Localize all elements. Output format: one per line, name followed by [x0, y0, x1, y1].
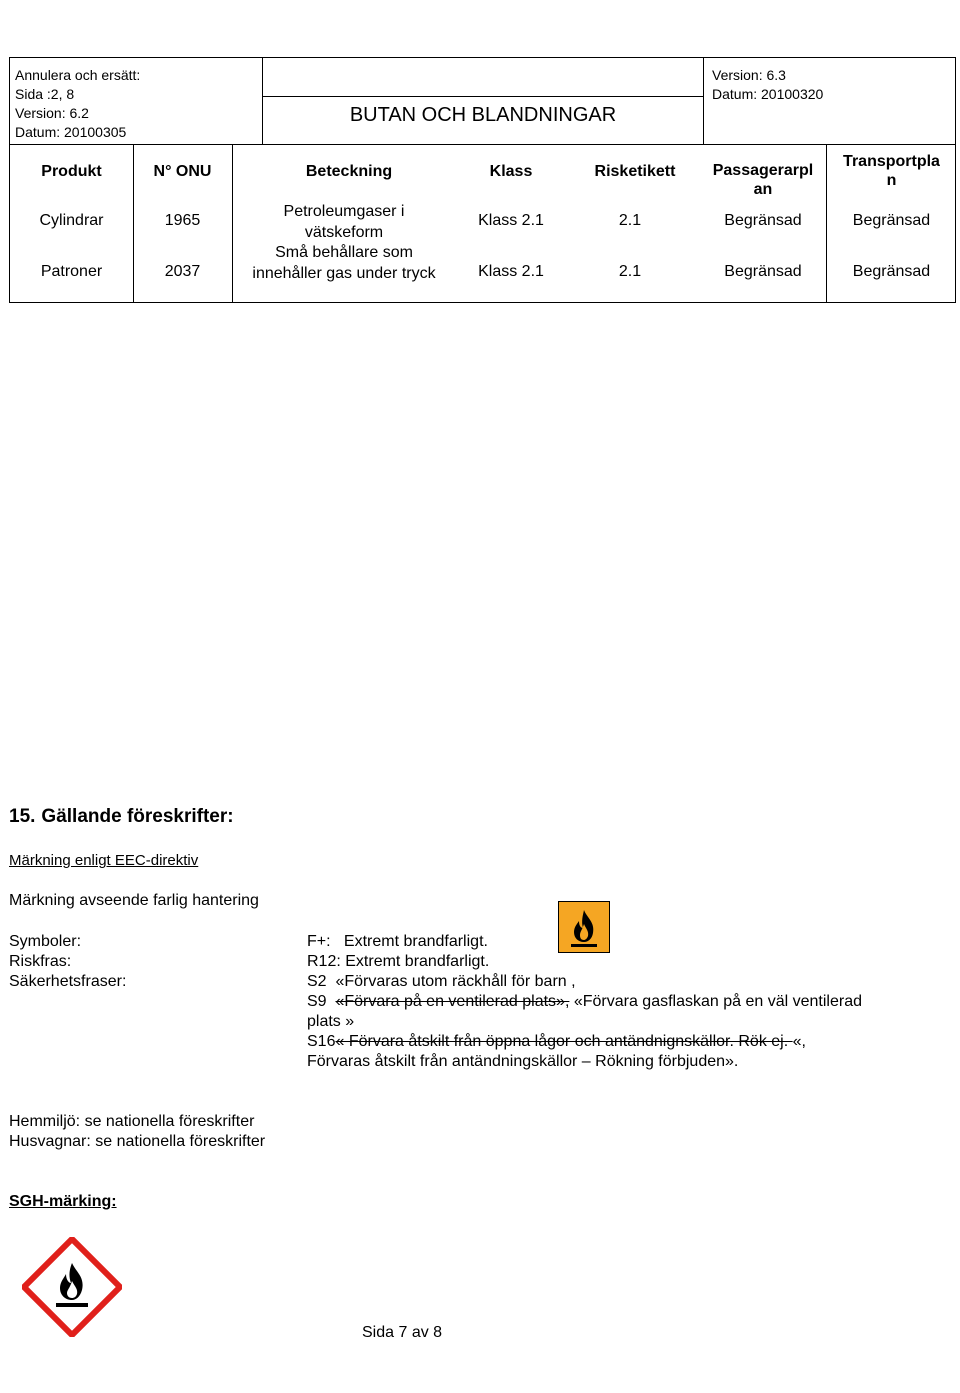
- transport-table: [9, 145, 956, 303]
- header-left-line: Version: 6.2: [15, 105, 89, 121]
- header-title-block: [263, 58, 703, 144]
- cell-beteckning: Petroleumgaser i vätskeform: [283, 203, 405, 241]
- document-header: [9, 57, 956, 145]
- husvagnar-note: Husvagnar: se nationella föreskrifter: [9, 1133, 266, 1150]
- col-header-beteckning: Beteckning: [305, 163, 393, 180]
- struck-text: « Förvara åtskilt från öppna lågor och antändnignskällor. Rök ej.: [335, 1033, 793, 1050]
- label-riskfras: Riskfras:: [9, 953, 72, 970]
- label-sakerhetsfraser: Säkerhetsfraser:: [9, 973, 127, 990]
- cell-klass: Klass 2.1: [478, 263, 544, 280]
- header-right-block: [703, 58, 955, 144]
- cell-transportplan: Begränsad: [852, 212, 931, 229]
- col-header-risketikett: Risketikett: [594, 163, 676, 180]
- section-subtitle: Märkning enligt EEC-direktiv: [9, 852, 199, 869]
- section-number: 15.: [9, 806, 36, 827]
- col-header-klass: Klass: [489, 163, 533, 180]
- ghs-flame-pictogram-icon: [22, 1237, 122, 1337]
- marking-label: Märkning avseende farlig hantering: [9, 892, 259, 909]
- phrase-s9-continued: plats »: [307, 1013, 355, 1030]
- col-header-transportplan: Transportpla n: [843, 153, 940, 189]
- col-header-onu: N° ONU: [153, 163, 212, 180]
- sgh-heading: SGH-märking:: [9, 1193, 117, 1210]
- col-header-produkt: Produkt: [41, 163, 102, 180]
- cell-passagerarplan: Begränsad: [724, 212, 802, 229]
- label-symboler: Symboler:: [9, 933, 82, 950]
- cell-risketikett: 2.1: [618, 212, 642, 229]
- cell-passagerarplan: Begränsad: [724, 263, 802, 280]
- phrase-s2: S2 «Förvaras utom räckhåll för barn ,: [307, 973, 576, 990]
- cell-risketikett: 2.1: [618, 263, 642, 280]
- cell-transportplan: Begränsad: [852, 263, 931, 280]
- section-heading: [9, 806, 234, 828]
- cell-klass: Klass 2.1: [478, 212, 544, 229]
- cell-onu: 2037: [164, 263, 201, 280]
- header-left-line: Sida :2, 8: [15, 86, 75, 102]
- section-title: Gällande föreskrifter:: [41, 806, 234, 827]
- cell-beteckning: Små behållare som innehåller gas under tryck: [252, 244, 436, 282]
- header-left-line: Datum: 20100305: [15, 124, 127, 140]
- symbols-value: F+: Extremt brandfarligt.: [307, 933, 488, 950]
- struck-text: «Förvara på en ventilerad plats»,: [335, 993, 570, 1010]
- cell-produkt: Cylindrar: [39, 212, 104, 229]
- page-number: Sida 7 av 8: [362, 1324, 443, 1341]
- cell-produkt: Patroner: [40, 263, 103, 280]
- header-right-line: Datum: 20100320: [712, 86, 824, 102]
- document-title: BUTAN OCH BLANDNINGAR: [349, 104, 617, 126]
- phrase-s9: S9 «Förvara på en ventilerad plats», «Förvara gasflaskan på en väl ventilerad: [307, 993, 862, 1010]
- phrase-s16: S16« Förvara åtskilt från öppna lågor och antändnignskällor. Rök ej. «,: [307, 1033, 806, 1050]
- header-right-line: Version: 6.3: [712, 67, 786, 83]
- hemmiljo-note: Hemmiljö: se nationella föreskrifter: [9, 1113, 255, 1130]
- col-header-passagerarplan: Passagerarpl an: [712, 162, 814, 198]
- cell-onu: 1965: [164, 212, 201, 229]
- header-left-block: [10, 58, 263, 144]
- flammable-hazard-icon: [558, 901, 610, 953]
- header-left-line: Annulera och ersätt:: [15, 67, 141, 83]
- risk-value: R12: Extremt brandfarligt.: [307, 953, 490, 970]
- phrase-s16-continued: Förvaras åtskilt från antändningskällor – Rökning förbjuden».: [307, 1053, 739, 1070]
